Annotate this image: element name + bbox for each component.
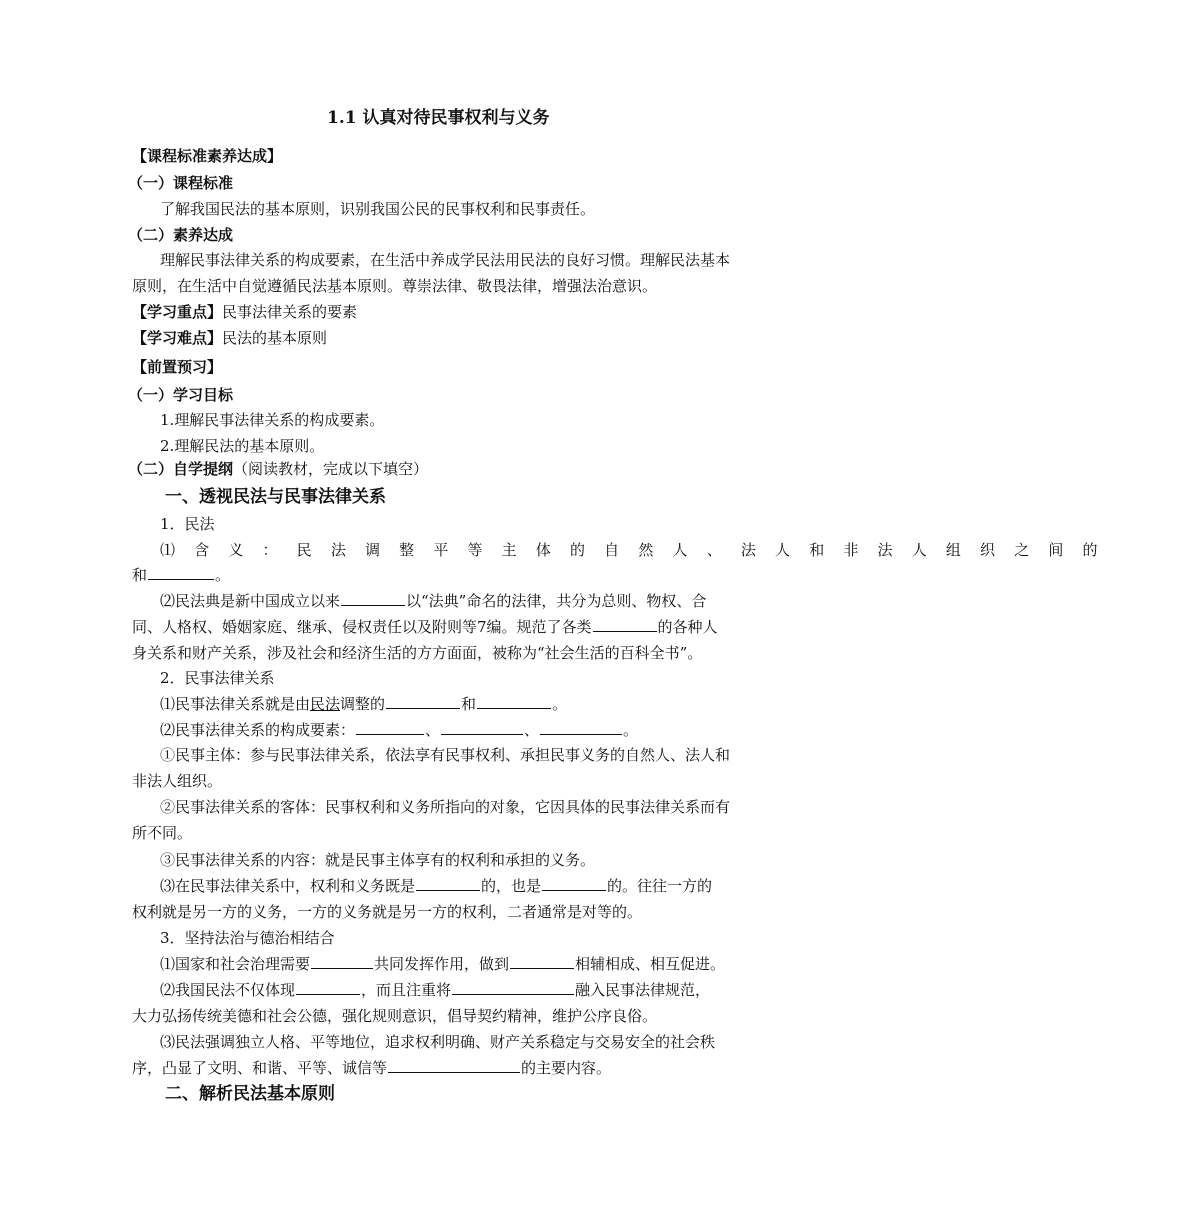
part-1-heading: 一、透视民法与民事法律关系 (165, 487, 386, 507)
civil-law-morality-line-1 (160, 980, 1020, 1000)
civil-law-definition-line-2 (132, 565, 992, 585)
text-fragment: 的。往往一方的 (607, 877, 713, 895)
self-study-outline (128, 459, 988, 479)
rights-duties-line-2: 权利就是另一方的义务，一方的义务就是另一方的权利，二者通常是对等的。 (132, 903, 643, 921)
learning-goal-1: 1.理解民事法律关系的构成要素。 (160, 411, 385, 429)
learning-goals-heading: （一）学习目标 (128, 386, 234, 404)
civil-object-line-2: 所不同。 (132, 824, 193, 842)
fill-in-blank[interactable] (416, 876, 480, 891)
text-fragment: ⑵我国民法不仅体现 (160, 981, 296, 999)
text-fragment: 的主要内容。 (521, 1059, 612, 1077)
civil-relation-elements (160, 720, 1020, 740)
text-fragment: 和 (461, 695, 477, 713)
text-fragment: 。 (215, 566, 231, 584)
self-study-outline-label: （二）自学提纲 (128, 460, 234, 478)
text-fragment: 的各种人 (657, 618, 718, 636)
subsection-curriculum-standard: （一）课程标准 (128, 174, 234, 192)
text-fragment: 融入民事法律规范， (575, 981, 711, 999)
civil-object-line-1: ②民事法律关系的客体：民事权利和义务所指向的对象，它因具体的民事法律关系而有 (160, 798, 731, 816)
fill-in-blank[interactable] (148, 565, 214, 580)
civil-subject-line-1: ①民事主体：参与民事法律关系，依法享有民事权利、承担民事义务的自然人、法人和 (160, 746, 731, 764)
civil-content-line: ③民事法律关系的内容：就是民事主体享有的权利和承担的义务。 (160, 851, 596, 869)
fill-in-blank[interactable] (593, 617, 657, 632)
fill-in-blank[interactable] (296, 980, 360, 995)
civil-code-line-3: 身关系和财产关系，涉及社会和经济生活的方方面面，被称为“社会生活的百科全书”。 (132, 644, 703, 662)
text-fragment: ，而且注重将 (361, 981, 452, 999)
rights-duties-line-1 (160, 876, 1020, 896)
fill-in-blank[interactable] (441, 720, 523, 735)
civil-subject-line-2: 非法人组织。 (132, 772, 223, 790)
subsection-literacy: （二）素养达成 (128, 226, 234, 244)
underlined-term: 民法 (310, 695, 341, 713)
text-fragment: 、 (425, 721, 441, 739)
text-fragment: ⑵民法典是新中国成立以来 (160, 592, 341, 610)
part-2-heading: 二、解析民法基本原则 (165, 1084, 335, 1104)
civil-code-line-2 (132, 617, 992, 637)
fill-in-blank[interactable] (311, 954, 373, 969)
learning-difficulty (132, 328, 992, 348)
rule-of-law-virtue-heading: 3．坚持法治与德治相结合 (160, 929, 335, 947)
governance-line (160, 954, 1020, 974)
learning-focus-label: 【学习重点】 (132, 303, 223, 321)
text-fragment: 的，也是 (481, 877, 542, 895)
fill-in-blank[interactable] (386, 694, 460, 709)
fill-in-blank[interactable] (477, 694, 551, 709)
fill-in-blank[interactable] (388, 1058, 520, 1073)
text-fragment: 、 (524, 721, 540, 739)
text-fragment: 和 (132, 566, 148, 584)
fill-in-blank[interactable] (341, 591, 405, 606)
section-standards-heading: 【课程标准素养达成】 (132, 147, 283, 165)
literacy-text-line-2: 原则，在生活中自觉遵循民法基本原则。尊崇法律、敬畏法律，增强法治意识。 (132, 277, 658, 295)
fill-in-blank[interactable] (540, 720, 622, 735)
fill-in-blank[interactable] (452, 980, 574, 995)
text-fragment: ⑴民事法律关系就是由 (160, 695, 311, 713)
text-fragment: 共同发挥作用，做到 (374, 955, 510, 973)
fill-in-blank[interactable] (542, 876, 606, 891)
preview-heading: 【前置预习】 (132, 358, 223, 376)
text-fragment: ⑶在民事法律关系中，权利和义务既是 (160, 877, 416, 895)
learning-focus-text: 民事法律关系的要素 (222, 303, 358, 321)
text-fragment: 。 (552, 695, 568, 713)
page-title: 1.1 认真对待民事权利与义务 (327, 108, 550, 128)
civil-law-heading: 1．民法 (160, 515, 215, 533)
text-fragment: 同、人格权、婚姻家庭、继承、侵权责任以及附则等7编。规范了各类 (132, 618, 592, 636)
self-study-outline-note: （阅读教材，完成以下填空） (233, 460, 429, 478)
text-fragment: 相辅相成、相互促进。 (575, 955, 726, 973)
literacy-text-line-1: 理解民事法律关系的构成要素，在生活中养成学民法用民法的良好习惯。理解民法基本 (160, 251, 731, 269)
text-fragment: ⑵民事法律关系的构成要素： (160, 721, 356, 739)
fill-in-blank[interactable] (356, 720, 424, 735)
text-fragment: 以“法典”命名的法律，共分为总则、物权、合 (406, 592, 707, 610)
civil-law-definition-line-1: ⑴ 含 义 ： 民 法 调 整 平 等 主 体 的 自 然 人 、 法 人 和 非 法 人 组 织 之 间 的 (160, 541, 1105, 559)
curriculum-standard-text: 了解我国民法的基本原则，识别我国公民的民事权利和民事责任。 (160, 200, 596, 218)
social-order-line-1: ⑶民法强调独立人格、平等地位，追求权利明确、财产关系稳定与交易安全的社会秩 (160, 1033, 716, 1051)
learning-goal-2: 2.理解民法的基本原则。 (160, 437, 325, 455)
text-fragment: ⑴国家和社会治理需要 (160, 955, 311, 973)
text-fragment: 。 (623, 721, 639, 739)
learning-difficulty-text: 民法的基本原则 (222, 329, 328, 347)
social-order-line-2 (132, 1058, 992, 1078)
text-fragment: 序，凸显了文明、和谐、平等、诚信等 (132, 1059, 388, 1077)
civil-law-morality-line-2: 大力弘扬传统美德和社会公德，强化规则意识，倡导契约精神，维护公序良俗。 (132, 1007, 658, 1025)
civil-code-line-1 (160, 591, 1020, 611)
civil-relation-definition (160, 694, 1020, 714)
civil-legal-relation-heading: 2．民事法律关系 (160, 669, 275, 687)
learning-difficulty-label: 【学习难点】 (132, 329, 223, 347)
fill-in-blank[interactable] (510, 954, 574, 969)
learning-focus (132, 302, 992, 322)
text-fragment: 调整的 (340, 695, 386, 713)
